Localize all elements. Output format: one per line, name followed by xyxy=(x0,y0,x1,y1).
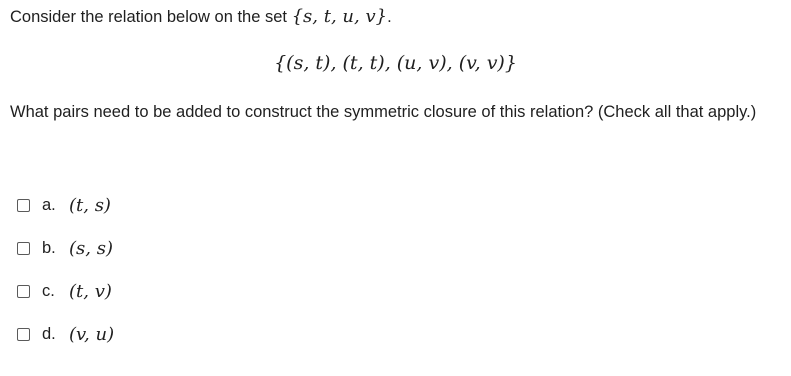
option-b-letter: b. xyxy=(42,238,56,257)
option-c-pair: (t, v) xyxy=(69,280,112,302)
option-a-checkbox[interactable] xyxy=(17,199,30,212)
option-c-letter: c. xyxy=(42,281,55,300)
set-expression: {s, t, u, v} xyxy=(291,6,388,27)
option-b[interactable] xyxy=(17,227,114,269)
option-a[interactable] xyxy=(17,184,114,226)
option-d-checkbox[interactable] xyxy=(17,328,30,341)
option-c-checkbox[interactable] xyxy=(17,285,30,298)
answer-options xyxy=(17,184,114,356)
question-prompt: What pairs need to be added to construct the symmetric closure of this relation? (Check all that apply.) xyxy=(10,103,757,121)
intro-text: Consider the relation below on the set xyxy=(10,8,288,26)
option-b-pair: (s, s) xyxy=(69,237,113,259)
intro-period: . xyxy=(387,8,392,26)
option-a-pair: (t, s) xyxy=(69,194,111,216)
relation-expression: {(s, t), (t, t), (u, v), (v, v)} xyxy=(274,52,517,74)
option-c[interactable] xyxy=(17,270,114,312)
option-b-checkbox[interactable] xyxy=(17,242,30,255)
question-intro xyxy=(10,6,392,28)
option-d-letter: d. xyxy=(42,324,56,343)
option-d[interactable] xyxy=(17,313,114,355)
option-d-pair: (v, u) xyxy=(69,323,115,345)
option-a-letter: a. xyxy=(42,195,56,214)
